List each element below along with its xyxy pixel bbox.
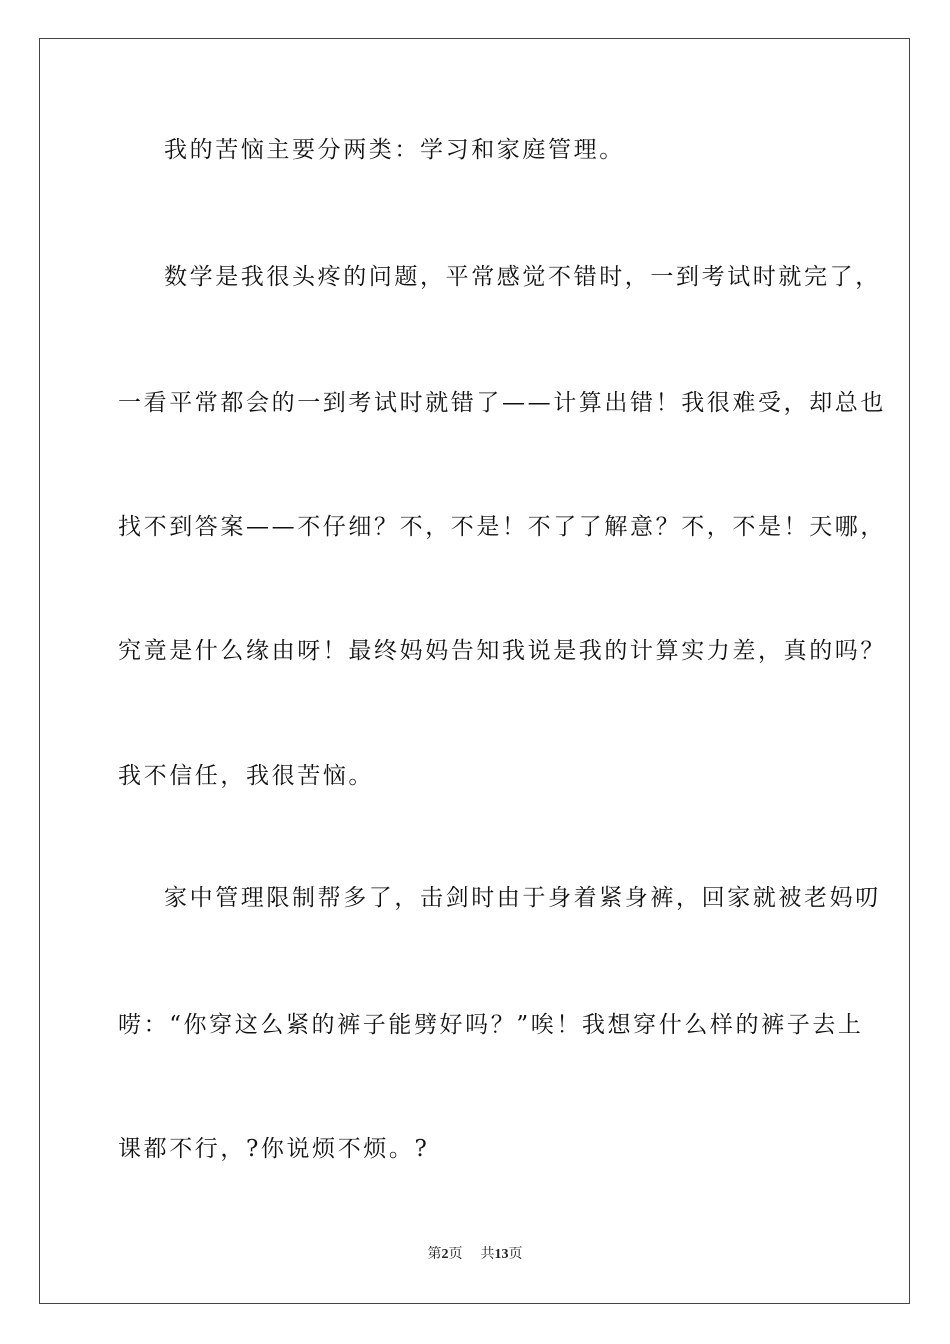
paragraph-2-line-3: 找不到答案——不仔细？不，不是！不了了解意？不，不是！天哪， [118,514,886,540]
page-suffix: 页 [448,1246,463,1262]
paragraph-3-line-3: 课都不行，?你说烦不烦。? [118,1136,430,1162]
paragraph-2-line-2: 一看平常都会的一到考试时就错了——计算出错！我很难受，却总也 [118,390,886,416]
total-suffix: 页 [508,1246,523,1262]
page-border [39,38,910,1304]
paragraph-2-line-4: 究竟是什么缘由呀！最终妈妈告知我说是我的计算实力差，真的吗？ [118,638,886,664]
page-number: 2 [441,1247,449,1262]
total-pages: 13 [494,1247,509,1262]
page-prefix: 第 [427,1246,442,1262]
paragraph-3-line-2: 唠：“你穿这么紧的裤子能劈好吗？”唉！我想穿什么样的裤子去上 [118,1012,864,1038]
paragraph-2-line-1: 数学是我很头疼的问题，平常感觉不错时，一到考试时就完了， [164,264,881,290]
page-footer [0,1245,950,1264]
paragraph-1-line-1: 我的苦恼主要分两类：学习和家庭管理。 [164,137,625,163]
total-prefix: 共 [480,1246,495,1262]
paragraph-3-line-1: 家中管理限制帮多了，击剑时由于身着紧身裤，回家就被老妈叨 [164,885,881,911]
paragraph-2-line-5: 我不信任，我很苦恼。 [118,763,374,789]
